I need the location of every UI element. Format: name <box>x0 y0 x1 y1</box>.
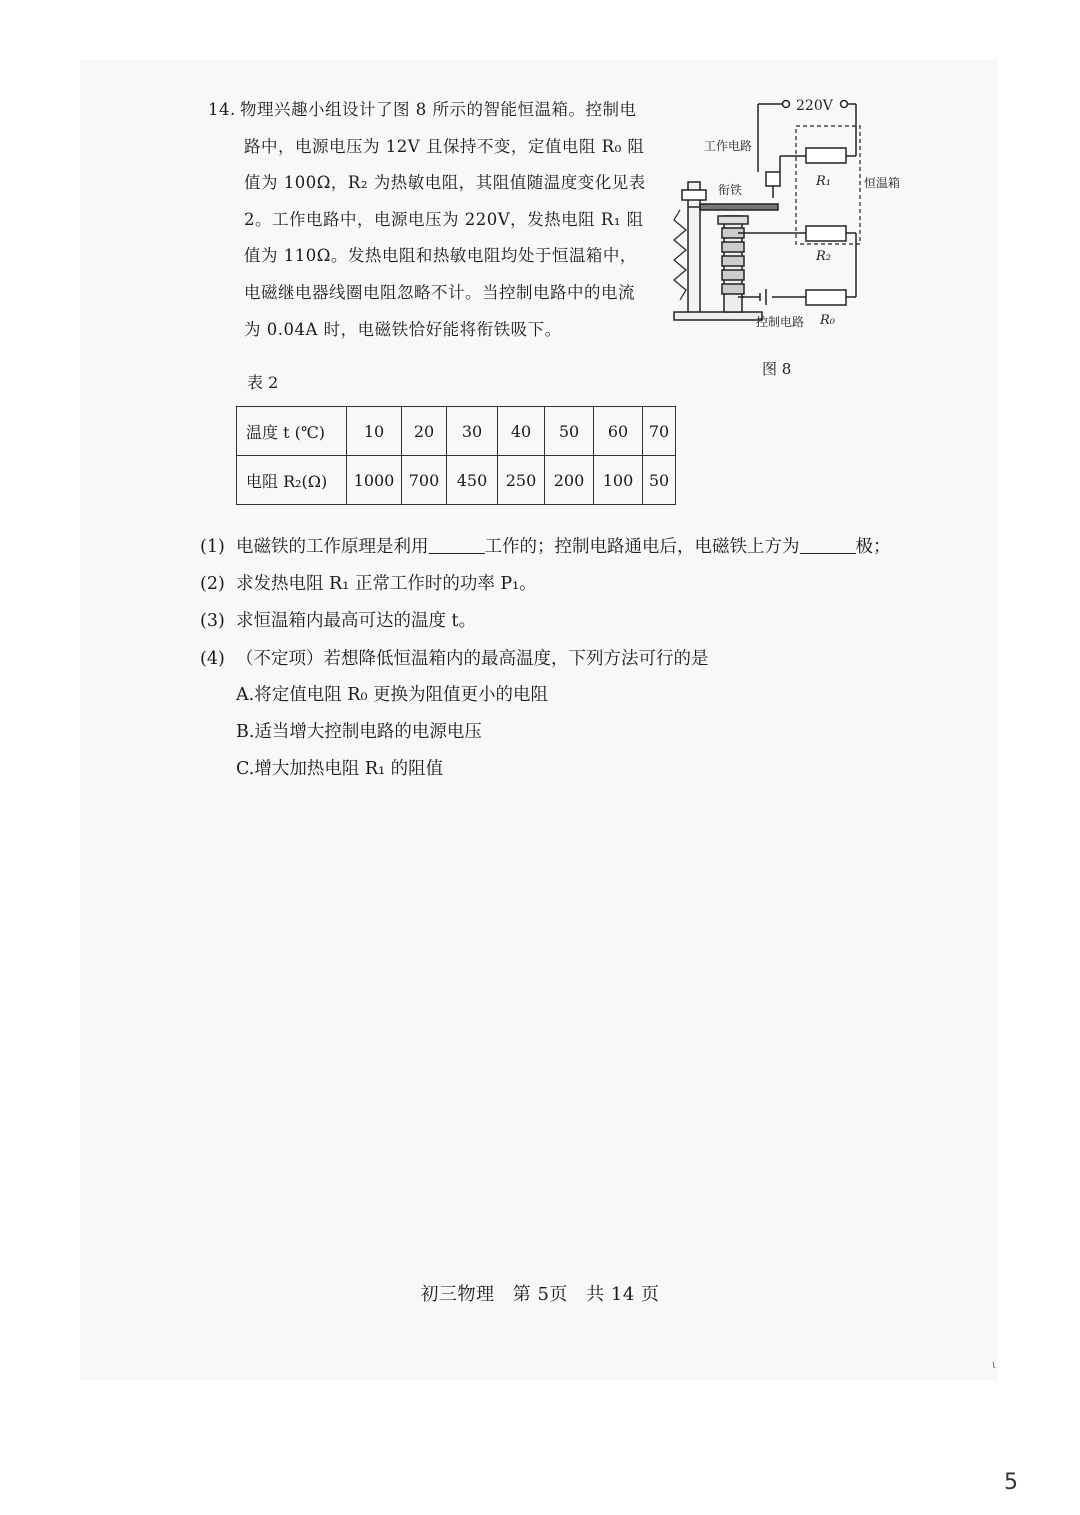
table-cell: 250 <box>498 456 545 505</box>
table-cell: 70 <box>643 407 676 456</box>
footer-total: 共 14 页 <box>586 1284 660 1305</box>
page-number: 5 <box>1004 1470 1018 1495</box>
table-cell: 50 <box>545 407 594 456</box>
answer-blank[interactable] <box>429 536 485 555</box>
subquestion-text: （不定项）若想降低恒温箱内的最高温度，下列方法可行的是 <box>236 649 709 669</box>
table-cell: 20 <box>402 407 447 456</box>
table-row <box>237 456 676 505</box>
r0-label: R₀ <box>820 313 835 328</box>
question-line: 路中，电源电压为 12V 且保持不变，定值电阻 R₀ 阻 <box>244 136 645 156</box>
subquestion-3 <box>200 607 476 632</box>
subquestion-text: 求恒温箱内最高可达的温度 t。 <box>236 611 477 631</box>
table-cell: 1000 <box>347 456 402 505</box>
answer-blank[interactable] <box>800 536 856 555</box>
work-circuit-label: 工作电路 <box>704 139 753 153</box>
table-cell: 100 <box>594 456 643 505</box>
question-line: 物理兴趣小组设计了图 8 所示的智能恒温箱。控制电 <box>240 100 637 119</box>
row-header: 电阻 R₂(Ω) <box>237 456 347 505</box>
table-cell: 450 <box>447 456 498 505</box>
question-number: 14. <box>208 100 236 119</box>
subquestion-text: 极； <box>855 537 891 557</box>
r2-label: R₂ <box>816 249 831 264</box>
footer-page: 第 5页 <box>512 1284 568 1305</box>
subquestion-number: (4) <box>200 649 225 669</box>
temperature-resistance-table <box>236 406 676 505</box>
question-line: 电磁继电器线圈电阻忽略不计。当控制电路中的电流 <box>244 282 635 302</box>
question-line: 为 0.04A 时，电磁铁恰好能将衔铁吸下。 <box>244 319 562 339</box>
subquestion-number: (2) <box>200 574 225 594</box>
figure-caption: 图 8 <box>762 360 792 378</box>
box-label: 恒温箱 <box>864 176 901 190</box>
option-b: B.适当增大控制电路的电源电压 <box>236 722 482 742</box>
table-cell: 40 <box>498 407 545 456</box>
circuit-diagram <box>660 90 920 350</box>
row-header: 温度 t (℃) <box>237 407 347 456</box>
page-footer <box>0 1280 1080 1306</box>
voltage-label: 220V <box>796 98 833 114</box>
table-cell: 700 <box>402 456 447 505</box>
table-caption: 表 2 <box>247 373 279 392</box>
subquestion-text: 工作的；控制电路通电后，电磁铁上方为 <box>484 537 800 557</box>
corner-mark: ι <box>992 1360 996 1371</box>
table-cell: 200 <box>545 456 594 505</box>
footer-subject: 初三物理 <box>420 1284 495 1305</box>
table-cell: 10 <box>347 407 402 456</box>
subquestion-2 <box>200 570 537 595</box>
table-cell: 30 <box>447 407 498 456</box>
table-cell: 50 <box>643 456 676 505</box>
option-a: A.将定值电阻 R₀ 更换为阻值更小的电阻 <box>236 685 549 705</box>
table-row <box>237 407 676 456</box>
question-line: 值为 100Ω，R₂ 为热敏电阻，其阻值随温度变化见表 <box>244 173 646 193</box>
subquestion-text: 电磁铁的工作原理是利用 <box>236 537 429 557</box>
control-circuit-label: 控制电路 <box>756 315 805 329</box>
r1-label: R₁ <box>816 174 831 189</box>
question-line: 2。工作电路中，电源电压为 220V，发热电阻 R₁ 阻 <box>244 209 644 229</box>
option-c: C.增大加热电阻 R₁ 的阻值 <box>236 759 444 779</box>
subquestion-number: (1) <box>200 537 225 557</box>
armature-label: 衔铁 <box>718 183 743 197</box>
subquestion-text: 求发热电阻 R₁ 正常工作时的功率 P₁。 <box>236 574 537 594</box>
question-line: 值为 110Ω。发热电阻和热敏电阻均处于恒温箱中， <box>244 246 637 266</box>
question-14-intro <box>208 92 648 348</box>
subquestion-4 <box>200 645 709 670</box>
subquestion-1 <box>200 533 891 558</box>
table-cell: 60 <box>594 407 643 456</box>
subquestion-number: (3) <box>200 611 225 631</box>
